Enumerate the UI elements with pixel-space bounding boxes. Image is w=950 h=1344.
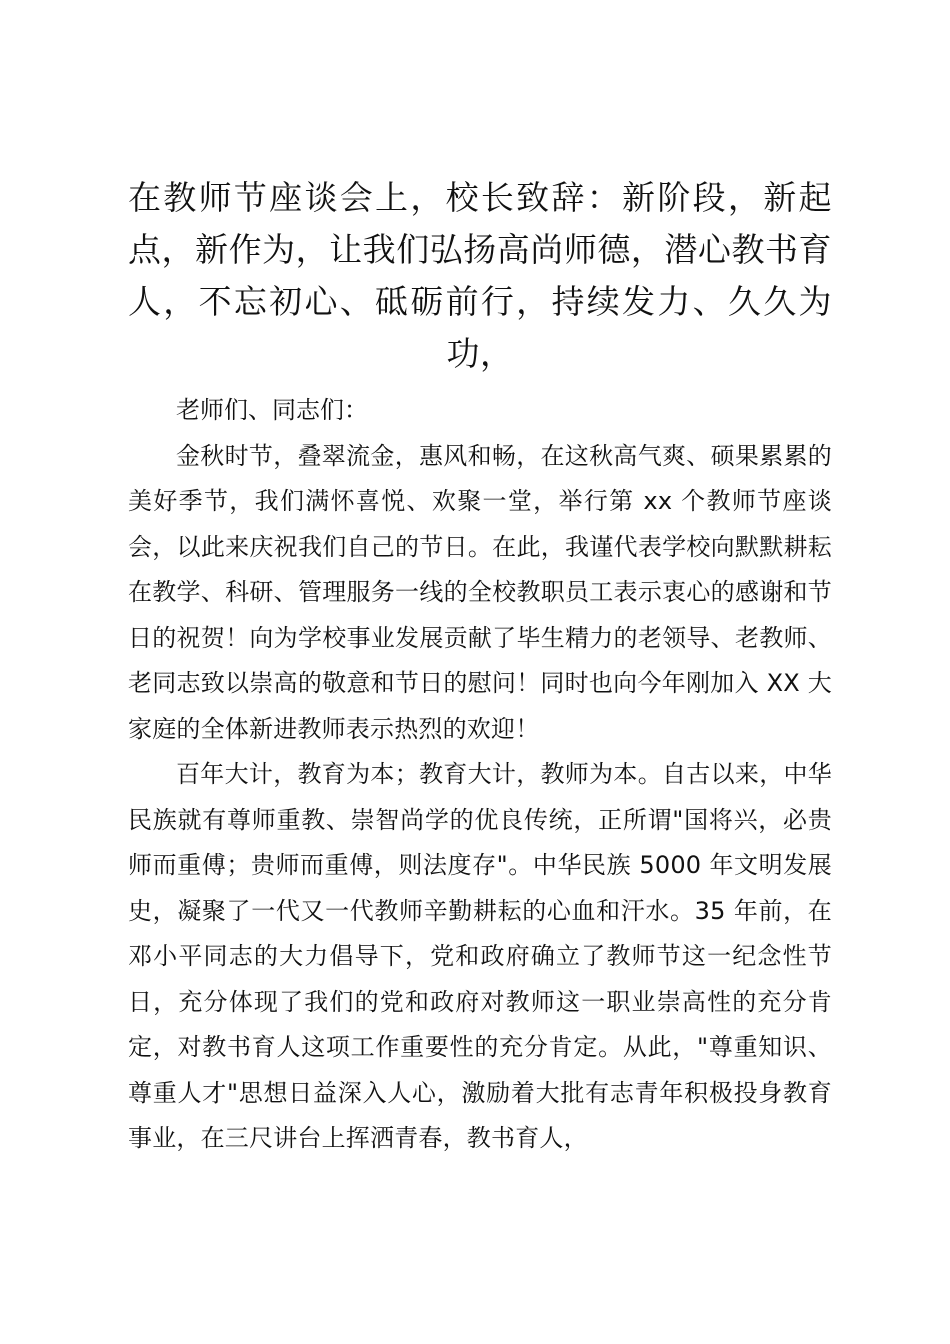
paragraph-2: 百年大计，教育为本；教育大计，教师为本。自古以来，中华民族就有尊师重教、崇智尚学的优良传统，正所谓"国将兴，必贵师而重傅；贵师而重傅，则法度存"。中华民族 5000 年文明发展史，凝聚了一代又一代教师辛勤耕耘的心血和汗水。35 年前，在邓小平同志的大力倡导下，党和政府确立了教师节这一纪念性节日，充分体现了我们的党和政府对教师这一职业崇高性的充分肯定，对教书育人这项工作重要性的充分肯定。从此，"尊重知识、尊重人才"思想日益深入人心，激励着大批有志青年积极投身教育事业，在三尺讲台上挥洒青春，教书育人， [128, 760, 832, 1152]
salutation: 老师们、同志们： [176, 396, 368, 424]
document-body [128, 172, 832, 1162]
document-title: 在教师节座谈会上，校长致辞：新阶段，新起点，新作为，让我们弘扬高尚师德，潜心教书育人，不忘初心、砥砺前行，持续发力、久久为功， [128, 178, 832, 373]
paragraph-1: 金秋时节，叠翠流金，惠风和畅，在这秋高气爽、硕果累累的美好季节，我们满怀喜悦、欢聚一堂，举行第 xx 个教师节座谈会，以此来庆祝我们自己的节日。在此，我谨代表学校向默默耕耘在教学、科研、管理服务一线的全校教职员工表示衷心的感谢和节日的祝贺！向为学校事业发展贡献了毕生精力的老领导、老教师、老同志致以崇高的敬意和节日的慰问！同时也向今年刚加入 XX 大家庭的全体新进教师表示热烈的欢迎！ [128, 441, 832, 743]
